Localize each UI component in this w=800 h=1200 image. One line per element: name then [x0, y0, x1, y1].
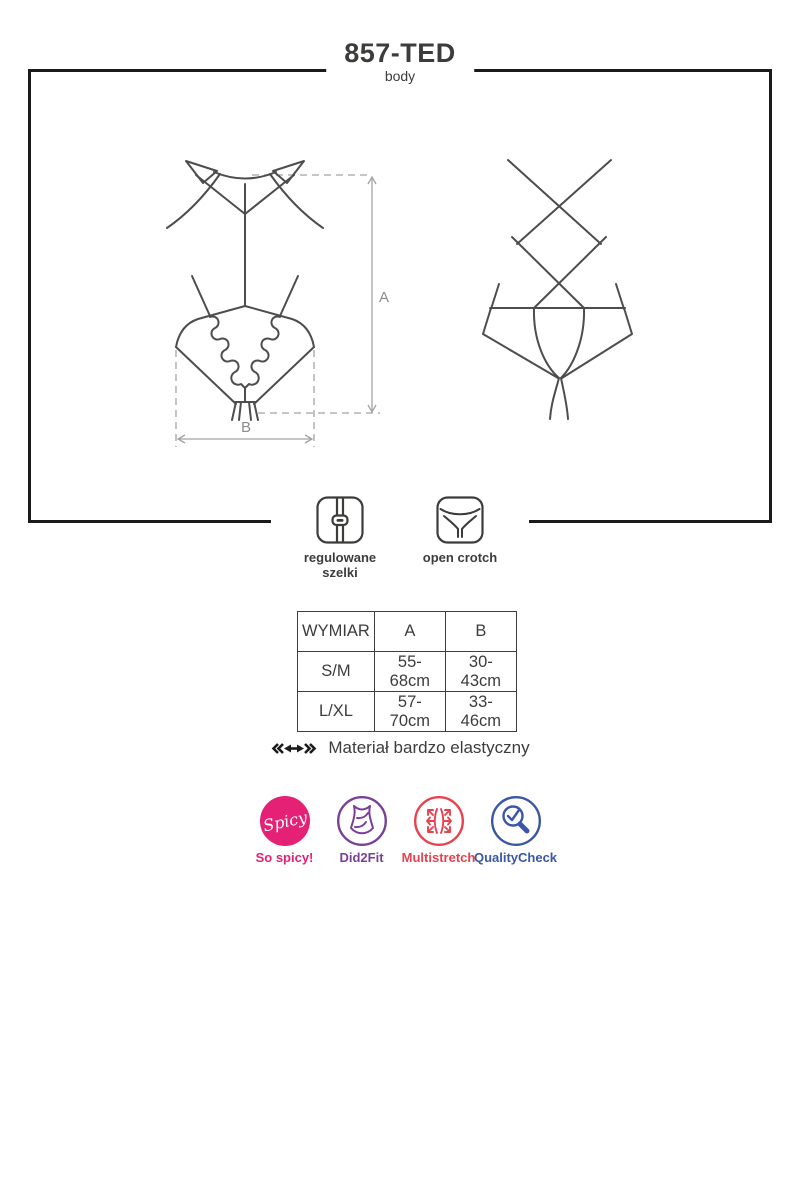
- dimension-b-label: B: [241, 419, 252, 436]
- size-table-header: WYMIAR: [298, 612, 375, 652]
- badge-label: QualityCheck: [473, 850, 558, 865]
- feature-icons-row: [271, 496, 529, 580]
- product-code: 857-TED: [344, 38, 456, 68]
- badge-label: So spicy!: [255, 850, 314, 865]
- svg-text:Spicy: Spicy: [260, 807, 309, 836]
- dim-b-cell: 30-43cm: [445, 652, 516, 692]
- open-crotch-icon: [436, 496, 484, 544]
- qualitycheck-icon: [490, 795, 542, 847]
- badge-did2fit: [323, 795, 400, 865]
- size-cell: S/M: [298, 652, 375, 692]
- stretch-arrow-icon: [270, 740, 318, 757]
- spicy-icon: [259, 795, 311, 847]
- size-table-header: B: [445, 612, 516, 652]
- dim-b-cell: 33-46cm: [445, 692, 516, 732]
- product-type: body: [384, 68, 416, 84]
- badge-row: [0, 795, 800, 865]
- badge-multistretch: [400, 795, 477, 865]
- material-note-text: Materiał bardzo elastyczny: [328, 738, 530, 757]
- drawing-frame: [28, 69, 772, 523]
- feature-label: regulowane szelki: [303, 550, 377, 580]
- feature-adjustable-straps: [297, 496, 383, 580]
- feature-open-crotch: [417, 496, 503, 580]
- size-table-header-row: [298, 612, 517, 652]
- did2fit-icon: [336, 795, 388, 847]
- feature-label: open crotch: [422, 550, 498, 565]
- badge-so-spicy: [246, 795, 323, 865]
- size-table: [297, 611, 517, 732]
- size-table-row: [298, 692, 517, 732]
- multistretch-icon: [413, 795, 465, 847]
- dim-a-cell: 55-68cm: [374, 652, 445, 692]
- dim-a-cell: 57-70cm: [374, 692, 445, 732]
- adjustable-straps-icon: [316, 496, 364, 544]
- material-note: [0, 738, 800, 758]
- size-cell: L/XL: [298, 692, 375, 732]
- dimension-a-label: A: [379, 289, 390, 306]
- badge-qualitycheck: [473, 795, 558, 865]
- size-table-row: [298, 652, 517, 692]
- badge-label: Did2Fit: [339, 850, 384, 865]
- badge-label: Multistretch: [401, 850, 476, 865]
- size-table-header: A: [374, 612, 445, 652]
- page-title: [326, 38, 474, 84]
